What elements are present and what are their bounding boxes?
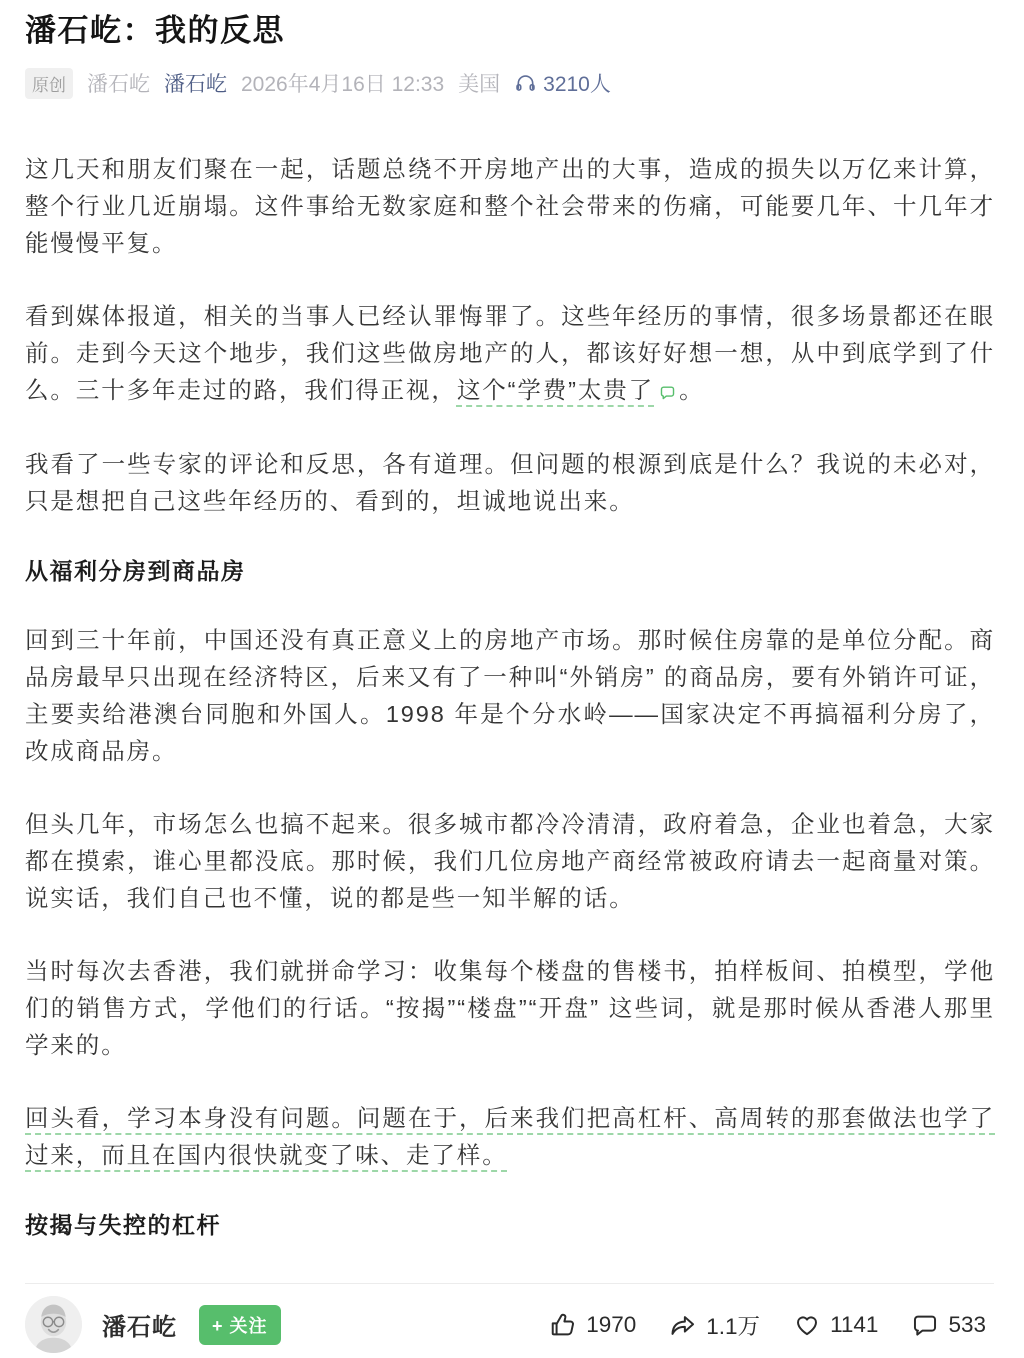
comment-bubble-icon[interactable] <box>659 373 676 410</box>
listen-count: 3210人 <box>543 73 611 97</box>
paragraph: 我看了一些专家的评论和反思，各有道理。但问题的根源到底是什么？我说的未必对，只是想把自己这些年经历的、看到的，坦诚地说出来。 <box>25 450 995 514</box>
like-stat[interactable] <box>549 1311 636 1339</box>
article-footer <box>0 1283 1024 1353</box>
article-body <box>25 151 995 1240</box>
article-title: 潘石屹：我的反思 <box>25 13 285 48</box>
footer-profile-name[interactable]: 潘石屹 <box>102 1314 177 1341</box>
account-link[interactable]: 潘石屹 <box>164 73 227 97</box>
annotated-phrase[interactable]: 这个“学费”太贵了 <box>456 376 655 403</box>
share-count: 1.1万 <box>706 1313 761 1339</box>
paragraph-text: 。 <box>679 376 705 403</box>
paragraph: 当时每次去香港，我们就拼命学习：收集每个楼盘的售楼书，拍样板间、拍模型，学他们的销售方式，学他们的行话。“按揭”“楼盘”“开盘” 这些词，就是那时候从香港人那里学来的。 <box>25 957 995 1058</box>
section-heading: 按揭与失控的杠杆 <box>25 1211 221 1238</box>
comment-stat[interactable] <box>911 1311 986 1339</box>
paragraph: 这几天和朋友们聚在一起，话题总绕不开房地产出的大事，造成的损失以万亿来计算，整个行业几近崩塌。这件事给无数家庭和整个社会带来的伤痛，可能要几年、十几年才能慢慢平复。 <box>25 155 995 256</box>
article-meta <box>25 68 996 99</box>
paragraph: 但头几年，市场怎么也搞不起来。很多城市都冷冷清清，政府着急，企业也着急，大家都在摸索，谁心里都没底。那时候，我们几位房地产商经常被政府请去一起商量对策。说实话，我们自己也不懂，说的都是些一知半解的话。 <box>25 810 995 911</box>
share-stat[interactable] <box>669 1309 760 1341</box>
headphones-icon <box>514 72 537 95</box>
comment-count: 533 <box>948 1311 986 1337</box>
paragraph: 回到三十年前，中国还没有真正意义上的房地产市场。那时候住房靠的是单位分配。商品房最早只出现在经济特区，后来又有了一种叫“外销房” 的商品房，要有外销许可证，主要卖给港澳台同胞和外国人。1998 年是个分水岭——国家决定不再搞福利分房了，改成商品房。 <box>25 626 995 764</box>
listen-count-group[interactable] <box>514 68 611 98</box>
forward-arrow-icon <box>669 1311 697 1339</box>
paragraph-text: 看到媒体报道，相关的当事人已经认罪悔罪了。这些年经历的事情，很多场景都还在眼前。走到今天这个地步，我们这些做房地产的人，都该好好想一想，从中到底学到了什么。三十多年走过的路，我们得正视， <box>25 302 995 403</box>
follow-button[interactable]: + 关注 <box>199 1305 281 1345</box>
section-heading: 从福利分房到商品房 <box>25 557 246 584</box>
engagement-stats <box>549 1309 986 1341</box>
publish-location: 美国 <box>458 73 501 97</box>
heart-count: 1141 <box>830 1311 879 1337</box>
comment-bubble-icon <box>911 1311 939 1339</box>
author-avatar[interactable] <box>25 1296 82 1353</box>
annotated-paragraph[interactable]: 回头看，学习本身没有问题。问题在于，后来我们把高杠杆、高周转的那套做法也学了过来，而且在国内很快就变了味、走了样。 <box>25 1104 995 1168</box>
original-badge: 原创 <box>25 68 73 99</box>
like-count: 1970 <box>586 1311 637 1337</box>
heart-icon <box>793 1311 821 1339</box>
paragraph <box>25 298 995 410</box>
publish-date: 2026年4月16日 12:33 <box>241 73 445 97</box>
paragraph <box>25 1100 995 1174</box>
footer-row <box>0 1284 1024 1353</box>
heart-stat[interactable] <box>793 1311 878 1339</box>
thumbs-up-icon <box>549 1311 577 1339</box>
author-name: 潘石屹 <box>87 73 150 97</box>
